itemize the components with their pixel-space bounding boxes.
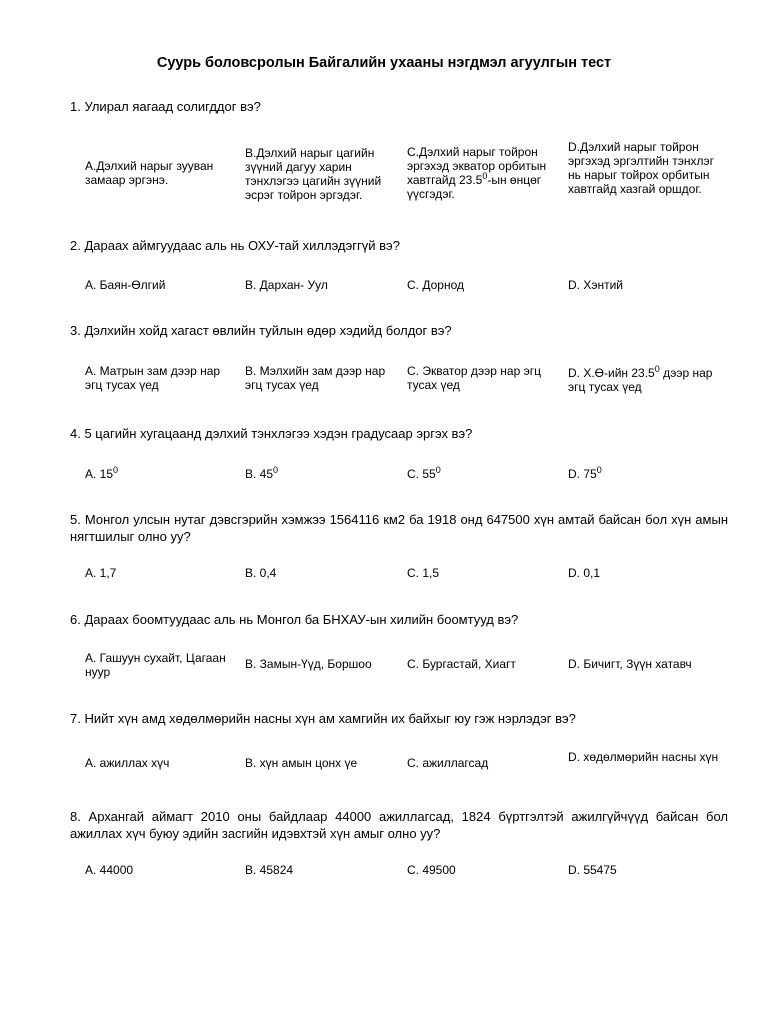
question-7-option-c: С. ажиллагсад [407, 756, 489, 770]
question-3: 3. Дэлхийн хойд хагаст өвлийн туйлын өдөр хэдийд болдог вэ? [70, 323, 452, 338]
question-3-options [85, 364, 735, 396]
question-2-option-d: D. Хэнтий [568, 278, 623, 292]
question-4-option-c: С. $55^0$ [407, 465, 441, 481]
question-5-option-d: D. 0,1 [568, 566, 601, 580]
question-7-option-a: А. ажиллах хүч [85, 756, 170, 770]
question-4-option-b: В. $45^0$ [245, 465, 279, 481]
question-8-option-d: D. 55475 [568, 863, 617, 877]
question-2-options [85, 278, 735, 294]
question-7-options [85, 750, 735, 782]
question-5-option-c: С. 1,5 [407, 566, 440, 580]
question-1: 1. Улирал яагаад солигддог вэ? [70, 99, 261, 114]
question-8: 8. Архангай аймагт 2010 оны байдлаар 44000 ажиллагсад, 1824 бүртгэлтэй ажилгүйчүүд байсан бол ажиллах хүч буюу эдийн засгийн идэвхтэй хүн амыг олно уу? [70, 809, 728, 841]
question-4: 4. 5 цагийн хугацаанд дэлхий тэнхлэгээ хэдэн градусаар эргэх вэ? [70, 426, 473, 441]
question-5: 5. Монгол улсын нутаг дэвсгэрийн хэмжээ 1564116 км2 ба 1918 онд 647500 хүн амтай байсан бол хүн амын нягтшилыг олно уу? [70, 512, 728, 544]
question-8-option-b: В. 45824 [245, 863, 294, 877]
question-6-options [85, 651, 735, 683]
question-3-option-a: А. Матрын зам дээр нар эгц тусах үед [85, 364, 221, 392]
question-6-option-d: D. Бичигт, Зүүн хатавч [568, 657, 692, 671]
question-7: 7. Нийт хүн амд хөдөлмөрийн насны хүн ам хамгийн их байхыг юу гэж нэрлэдэг вэ? [70, 711, 576, 726]
question-6-option-a: А. Гашуун сухайт, Цагаан нуур [85, 651, 226, 679]
question-4-options [85, 467, 735, 483]
question-5-option-a: А. 1,7 [85, 566, 117, 580]
question-2-option-a: А. Баян-Өлгий [85, 278, 166, 292]
question-1-option-b: B.Дэлхий нарыг цагийн зүүний дагуу харин тэнхлэгээ цагийн зүүний эсрэг тойрон эргэдэг. [245, 146, 382, 202]
question-1-options [85, 140, 735, 212]
question-1-option-c: C.Дэлхий нарыг тойрон эргэхэд экватор орбитын хавтгайд 23.5$^0$-ын өнцөг үүсгэдэг. [407, 145, 547, 201]
question-7-option-d: D. хөдөлмөрийн насны хүн [568, 750, 719, 764]
question-4-option-d: D. $75^0$ [568, 465, 602, 481]
question-2-option-c: С. Дорнод [407, 278, 464, 292]
question-1-option-a: А.Дэлхий нарыг зууван замаар эргэнэ. [85, 159, 214, 187]
question-8-option-a: А. 44000 [85, 863, 134, 877]
question-3-option-d: D. Х.Ө-ийн 23.5$^0$ дээр нар эгц тусах үед [568, 364, 713, 394]
question-2: 2. Дараах аймгуудаас аль нь ОХУ-тай хиллэдэггүй вэ? [70, 238, 400, 253]
question-6: 6. Дараах боомтуудаас аль нь Монгол ба БНХАУ-ын хилийн боомтууд вэ? [70, 612, 519, 627]
question-2-option-b: В. Дархан- Уул [245, 278, 328, 292]
question-3-option-c: С. Экватор дээр нар эгц тусах үед [407, 364, 541, 392]
question-3-option-b: В. Мэлхийн зам дээр нар эгц тусах үед [245, 364, 386, 392]
question-7-option-b: В. хүн амын цонх үе [245, 756, 358, 770]
question-5-option-b: В. 0,4 [245, 566, 277, 580]
question-5-options [85, 566, 735, 582]
question-1-option-d: D.Дэлхий нарыг тойрон эргэхэд эргэлтийн тэнхлэг нь нарыг тойрох орбитын хавтгайд хазгай оршдог. [568, 140, 715, 196]
question-8-option-c: С. 49500 [407, 863, 456, 877]
question-8-options [85, 863, 735, 879]
question-6-option-b: В. Замын-Үүд, Боршоо [245, 657, 372, 671]
page-title: Суурь боловсролын Байгалийн ухааны нэгдмэл агуулгын тест [156, 55, 612, 71]
question-4-option-a: А. $15^0$ [85, 465, 119, 481]
question-6-option-c: С. Бургастай, Хиагт [407, 657, 516, 671]
